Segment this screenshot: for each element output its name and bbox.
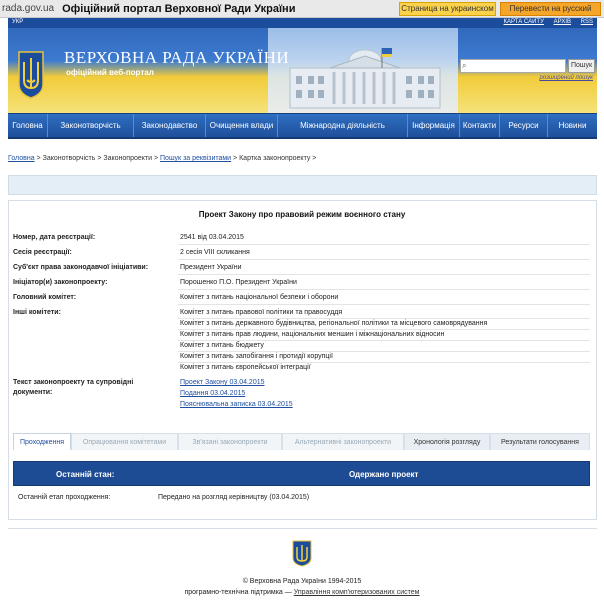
subject-label: Суб'єкт права законодавчої ініціативи: (13, 264, 149, 271)
bill-title: Проект Закону про правовий режим воєнного стану (198, 210, 406, 219)
nav-home[interactable]: Головна (8, 114, 48, 137)
main-nav (8, 113, 597, 139)
parliament-building-image (270, 38, 460, 113)
session-label: Сесія реєстрації: (13, 249, 72, 256)
coat-of-arms-icon[interactable] (16, 48, 46, 100)
row-divider (178, 244, 590, 245)
breadcrumb-bills[interactable]: Законопроекти (103, 155, 153, 162)
site-title[interactable]: ВЕРХОВНА РАДА УКРАЇНИ (64, 48, 290, 67)
breadcrumb-sep: > (95, 155, 104, 162)
breadcrumb-lawmaking[interactable]: Законотворчість (42, 155, 96, 162)
sitemap-link[interactable]: КАРТА САЙТУ (503, 19, 544, 25)
last-status-label: Останній стан: (56, 470, 115, 479)
tab-alternative-bills[interactable]: Альтернативні законопроекти (282, 433, 404, 450)
nav-legislation[interactable]: Законодавство (134, 114, 206, 137)
nav-news[interactable]: Новини (558, 121, 587, 130)
committee-item: Комітет з питань запобігання і протидії корупції (180, 353, 333, 360)
footer-divider (8, 528, 597, 529)
main-committee-label: Головний комітет: (13, 294, 77, 301)
footer-coat-of-arms-icon (291, 539, 313, 567)
doc-link-bill-text[interactable]: Проект Закону 03.04.2015 (180, 379, 265, 386)
search-icon: ⌕ (462, 61, 467, 70)
nav-lustration[interactable]: Очищення влади (206, 114, 278, 137)
breadcrumb (8, 155, 316, 162)
documents-label-line1: Текст законопроекту та супровідні (13, 379, 134, 386)
tab-voting-results[interactable]: Результати голосування (490, 433, 590, 450)
page-tab-title: Офіційний портал Верховної Ради України (62, 2, 296, 15)
support-prefix: програмно-технічна підтримка — (184, 589, 294, 596)
support-link[interactable]: Управління комп'ютеризованих систем (293, 589, 420, 596)
last-stage-label: Останній етап проходження: (18, 494, 111, 501)
breadcrumb-sep: > (231, 155, 240, 162)
info-band (8, 175, 597, 195)
nav-information[interactable]: Інформація (408, 114, 460, 137)
committee-item: Комітет з питань правової політики та правосуддя (180, 309, 343, 316)
rss-link[interactable]: RSS (580, 19, 593, 25)
tab-committee-processing[interactable]: Опрацювання комітетами (71, 433, 178, 450)
last-status-value: Одержано проект (349, 470, 419, 479)
initiator-label: Ініціатор(и) законопроекту: (13, 279, 108, 286)
row-divider (178, 340, 590, 341)
bill-tabs (13, 433, 590, 450)
advanced-search-link[interactable]: розширений пошук (539, 75, 593, 81)
breadcrumb-home[interactable]: Головна (8, 155, 35, 162)
site-subtitle: офіційний веб-портал (66, 68, 154, 77)
row-divider (178, 274, 590, 275)
committee-item: Комітет з питань державного будівництва, регіональної політики та місцевого самоврядування (180, 320, 488, 327)
committee-item: Комітет з питань європейської інтеграції (180, 364, 311, 371)
nav-lawmaking[interactable]: Законотворчість (48, 114, 134, 137)
row-divider (178, 351, 590, 352)
nav-resources[interactable]: Ресурси (500, 114, 548, 137)
breadcrumb-sep: > (310, 155, 317, 162)
address-bar[interactable]: rada.gov.ua (2, 3, 55, 14)
breadcrumb-current: Картка законопроекту (239, 155, 311, 162)
committee-item: Комітет з питань бюджету (180, 342, 264, 349)
row-divider (178, 289, 590, 290)
number-value: 2541 від 03.04.2015 (180, 234, 244, 241)
row-divider (178, 259, 590, 260)
tab-progress[interactable]: Проходження (13, 433, 71, 450)
documents-label-line2: документи: (13, 389, 53, 396)
tab-related-bills[interactable]: Зв'язані законопроекти (178, 433, 282, 450)
last-status-panel (13, 461, 590, 486)
ukrainian-page-button[interactable]: Страница на украинском (399, 2, 496, 16)
subject-value: Президент України (180, 264, 242, 271)
main-committee-value: Комітет з питань національної безпеки і оборони (180, 294, 339, 301)
support-text (0, 589, 604, 596)
nav-international[interactable]: Міжнародна діяльність (278, 114, 408, 137)
breadcrumb-sep: > (152, 155, 161, 162)
row-divider (178, 304, 590, 305)
row-divider (178, 362, 590, 363)
site-header (8, 18, 597, 113)
nav-contacts[interactable]: Контакти (460, 114, 500, 137)
breadcrumb-sep: > (34, 155, 43, 162)
session-value: 2 сесія VIII скликання (180, 249, 250, 256)
top-links (496, 19, 593, 25)
archive-link[interactable]: АРХІВ (553, 19, 571, 25)
number-label: Номер, дата реєстрації: (13, 234, 96, 241)
search-input[interactable] (460, 59, 566, 73)
last-stage-value: Передано на розгляд керівництву (03.04.2015) (158, 494, 310, 501)
translate-russian-button[interactable]: Перевести на русский (500, 2, 601, 16)
initiator-value: Порошенко П.О. Президент України (180, 279, 297, 286)
row-divider (178, 329, 590, 330)
breadcrumb-search[interactable]: Пошук за реквізитами (160, 155, 232, 162)
row-divider (178, 318, 590, 319)
tab-chronology[interactable]: Хронологія розгляду (404, 433, 490, 450)
other-committees-label: Інші комітети: (13, 309, 61, 316)
search-button[interactable]: Пошук (568, 59, 595, 73)
committee-item: Комітет з питань прав людини, національних меншин і міжнаціональних відносин (180, 331, 445, 338)
language-ukr-link[interactable]: УКР (12, 19, 24, 25)
copyright-text: © Верховна Рада України 1994-2015 (242, 578, 362, 585)
doc-link-submission[interactable]: Подання 03.04.2015 (180, 390, 246, 397)
doc-link-explanatory-note[interactable]: Пояснювальна записка 03.04.2015 (180, 401, 293, 408)
